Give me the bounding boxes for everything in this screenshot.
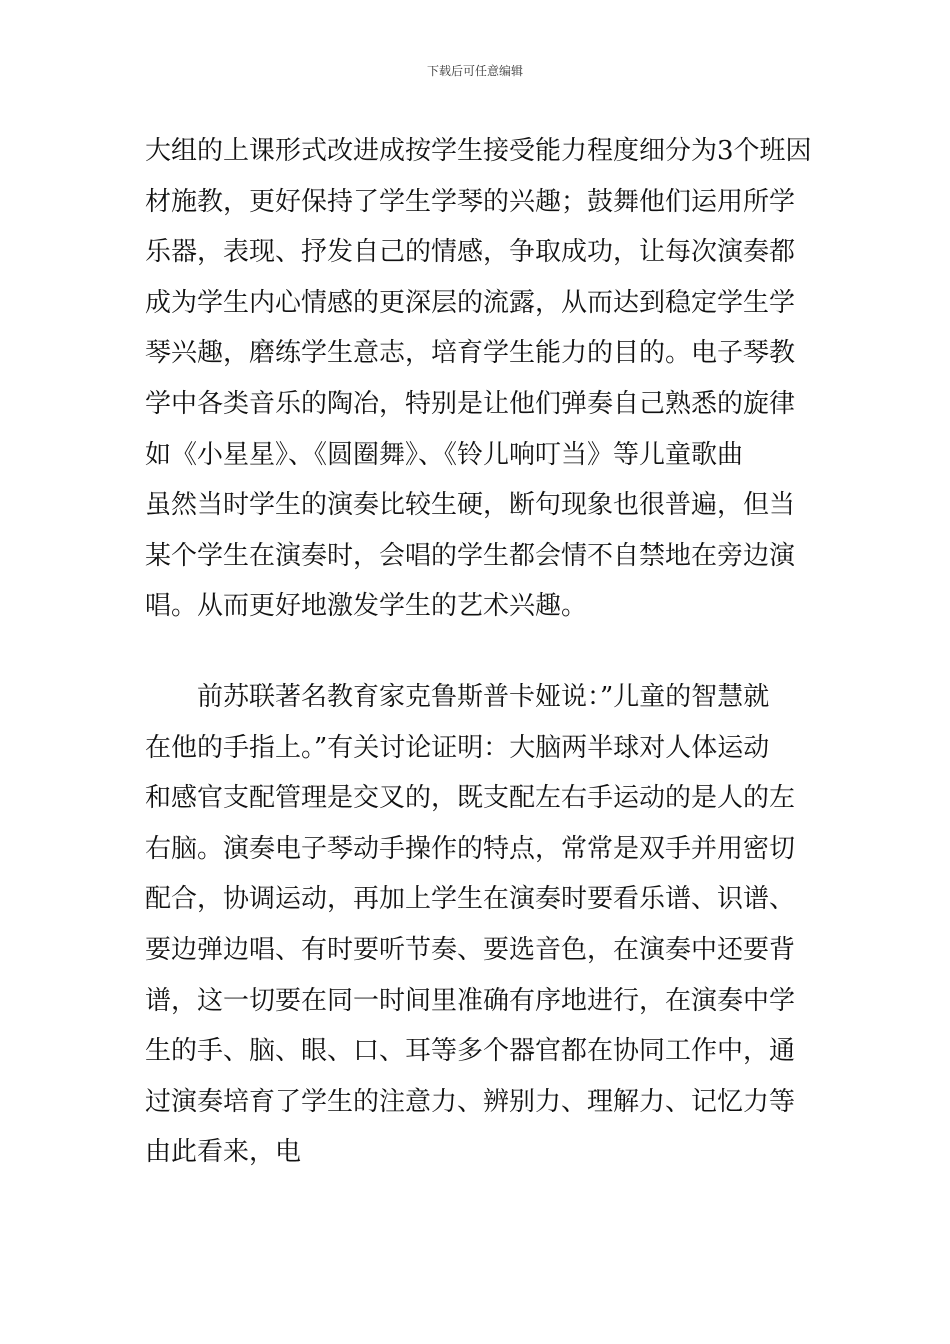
paragraph-line: 琴兴趣，磨练学生意志，培育学生能力的目的。电子琴教 xyxy=(145,338,796,369)
paragraph-line: 和感官支配管理是交叉的，既支配左右手运动的是人的左 xyxy=(145,783,796,814)
paragraph-line: 右脑。演奏电子琴动手操作的特点，常常是双手并用密切 xyxy=(145,833,796,864)
paragraph-line: 由此看来，电 xyxy=(145,1137,302,1168)
paragraph-line: 大组的上课形式改进成按学生接受能力程度细分为3个班因 xyxy=(145,136,812,166)
paragraph-line: 材施教，更好保持了学生学琴的兴趣；鼓舞他们运用所学 xyxy=(145,186,796,217)
paragraph-line: 学中各类音乐的陶冶，特别是让他们弹奏自己熟悉的旋律 xyxy=(145,388,796,419)
page-header-note: 下载后可任意编辑 xyxy=(426,64,523,78)
paragraph-line: 生的手、脑、眼、口、耳等多个器官都在协同工作中，通 xyxy=(145,1036,796,1067)
paragraph-line: 前苏联著名教育家克鲁斯普卡娅说：”儿童的智慧就 xyxy=(197,682,770,712)
paragraph-line: 要边弹边唱、有时要听节奏、要选音色，在演奏中还要背 xyxy=(145,934,796,965)
paragraph-line: 过演奏培育了学生的注意力、辨别力、理解力、记忆力等 xyxy=(145,1086,796,1117)
paragraph-1 xyxy=(145,126,825,632)
paragraph-line: 某个学生在演奏时，会唱的学生都会情不自禁地在旁边演 xyxy=(145,540,796,571)
paragraph-line: 配合，协调运动，再加上学生在演奏时要看乐谱、识谱、 xyxy=(145,884,796,915)
paragraph-line: 如《小星星》、《圆圈舞》、《铃儿响叮当》等儿童歌曲 xyxy=(145,439,744,470)
paragraph-line: 成为学生内心情感的更深层的流露，从而达到稳定学生学 xyxy=(145,287,796,318)
paragraph-line: 乐器，表现、抒发自己的情感，争取成功，让每次演奏都 xyxy=(145,237,796,268)
paragraph-line: 虽然当时学生的演奏比较生硬，断句现象也很普遍，但当 xyxy=(145,490,796,521)
paragraph-line: 谱，这一切要在同一时间里准确有序地进行，在演奏中学 xyxy=(145,985,796,1016)
paragraph-line: 唱。从而更好地激发学生的艺术兴趣。 xyxy=(145,591,588,622)
paragraph-line: 在他的手指上。”有关讨论证明：大脑两半球对人体运动 xyxy=(145,732,770,763)
paragraph-2 xyxy=(145,672,825,1178)
